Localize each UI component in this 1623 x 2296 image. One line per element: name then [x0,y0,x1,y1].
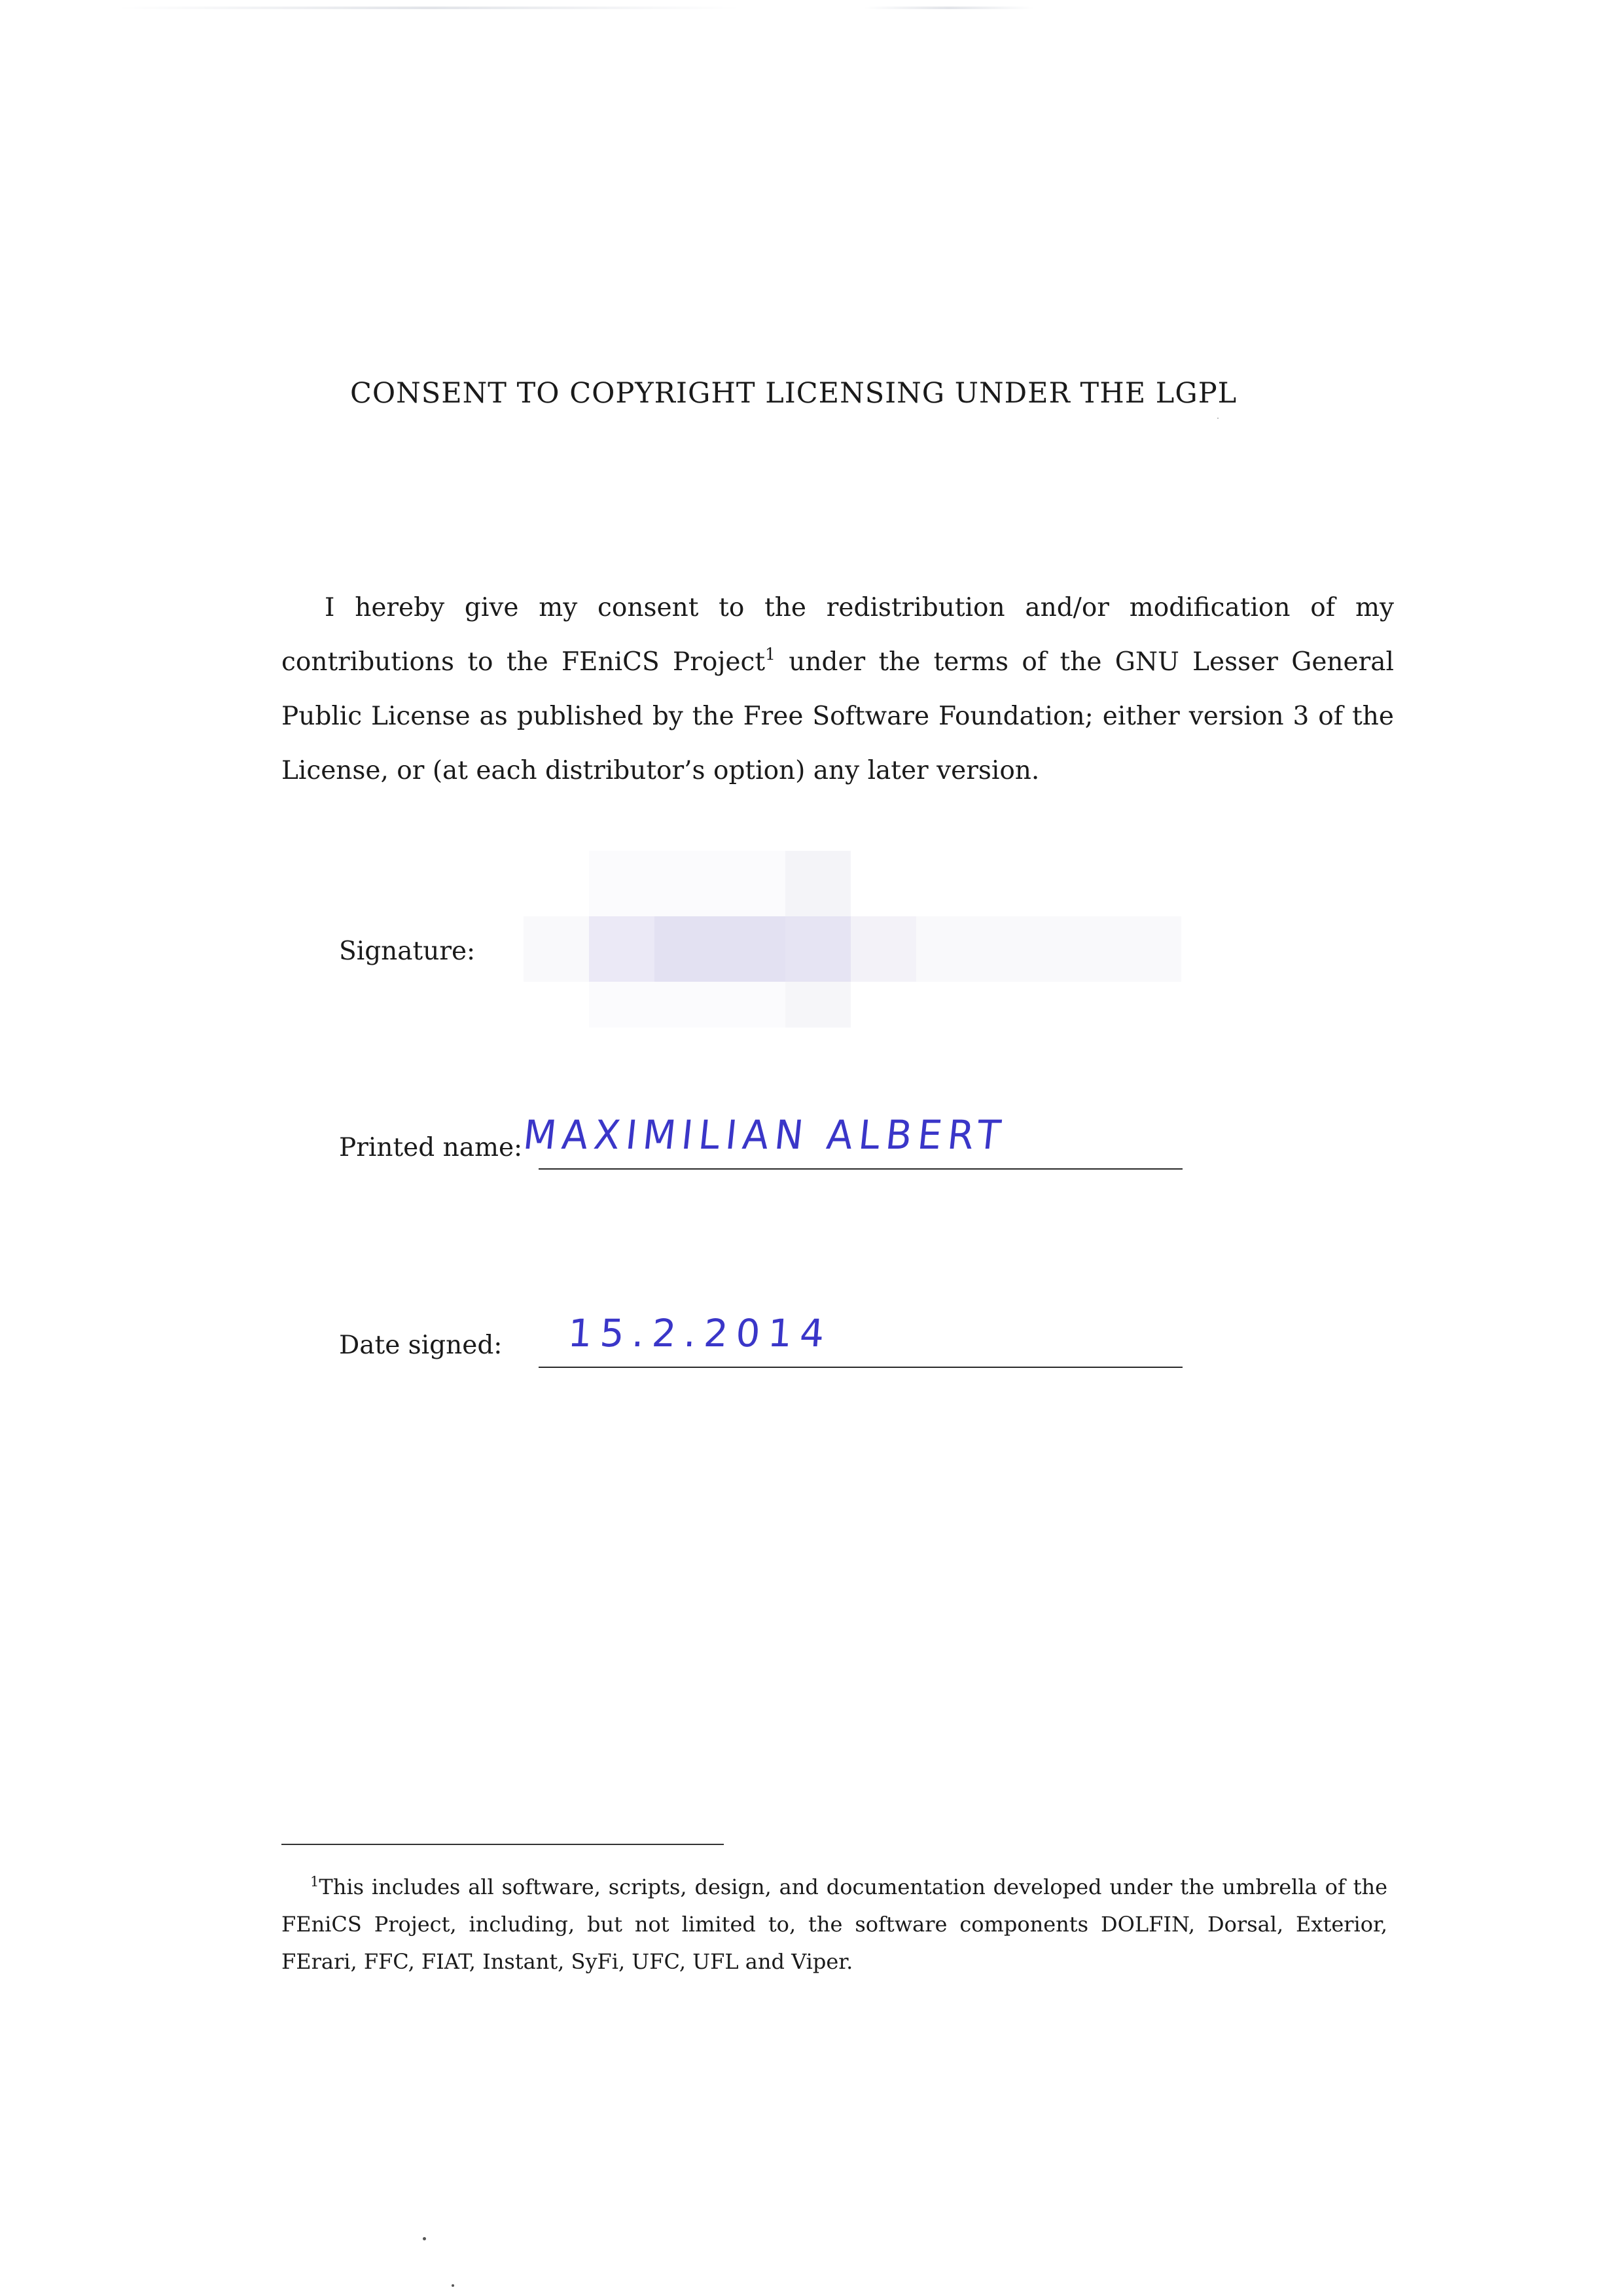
signature-redacted [524,851,1181,1028]
scan-speck [1217,418,1219,419]
scan-speck [423,2237,426,2240]
signature-label: Signature: [339,937,476,966]
footnote-reference: 1 [765,645,776,664]
printed-name-line [539,1168,1183,1170]
footnote-text: This includes all software, scripts, design, and documentation developed under the umbrella of the FEniCS Project, including, but not limited to, the software components DOLFIN, Dorsal, Exterior, FErari, FFC, FIAT, Instant, SyFi, UFC, UFL and Viper. [281,1874,1387,1974]
footnote-divider [281,1844,724,1845]
scan-artifact [118,7,740,9]
scan-speck [452,2284,454,2287]
scan-artifact [864,7,1034,9]
footnote-marker: 1 [310,1874,319,1890]
footnote [281,1869,1387,1981]
date-signed-label: Date signed: [339,1331,503,1360]
date-signed-line [539,1367,1183,1368]
date-signed-value: 15.2.2014 [566,1311,834,1355]
consent-text-part-2: under the terms of the GNU Lesser General Public License as published by the Free Software Foundation; either version 3 of the License, or (at each distributor’s option) any later version. [281,647,1394,785]
printed-name-label: Printed name: [339,1133,523,1162]
consent-text-part-1: I hereby give my consent to the redistribution and/or modification of my contributions to the FEniCS Project [281,593,1394,677]
consent-paragraph [281,581,1394,798]
document-title: CONSENT TO COPYRIGHT LICENSING UNDER THE LGPL [350,377,1238,410]
printed-name-value: MAXIMILIAN ALBERT [521,1111,1009,1158]
